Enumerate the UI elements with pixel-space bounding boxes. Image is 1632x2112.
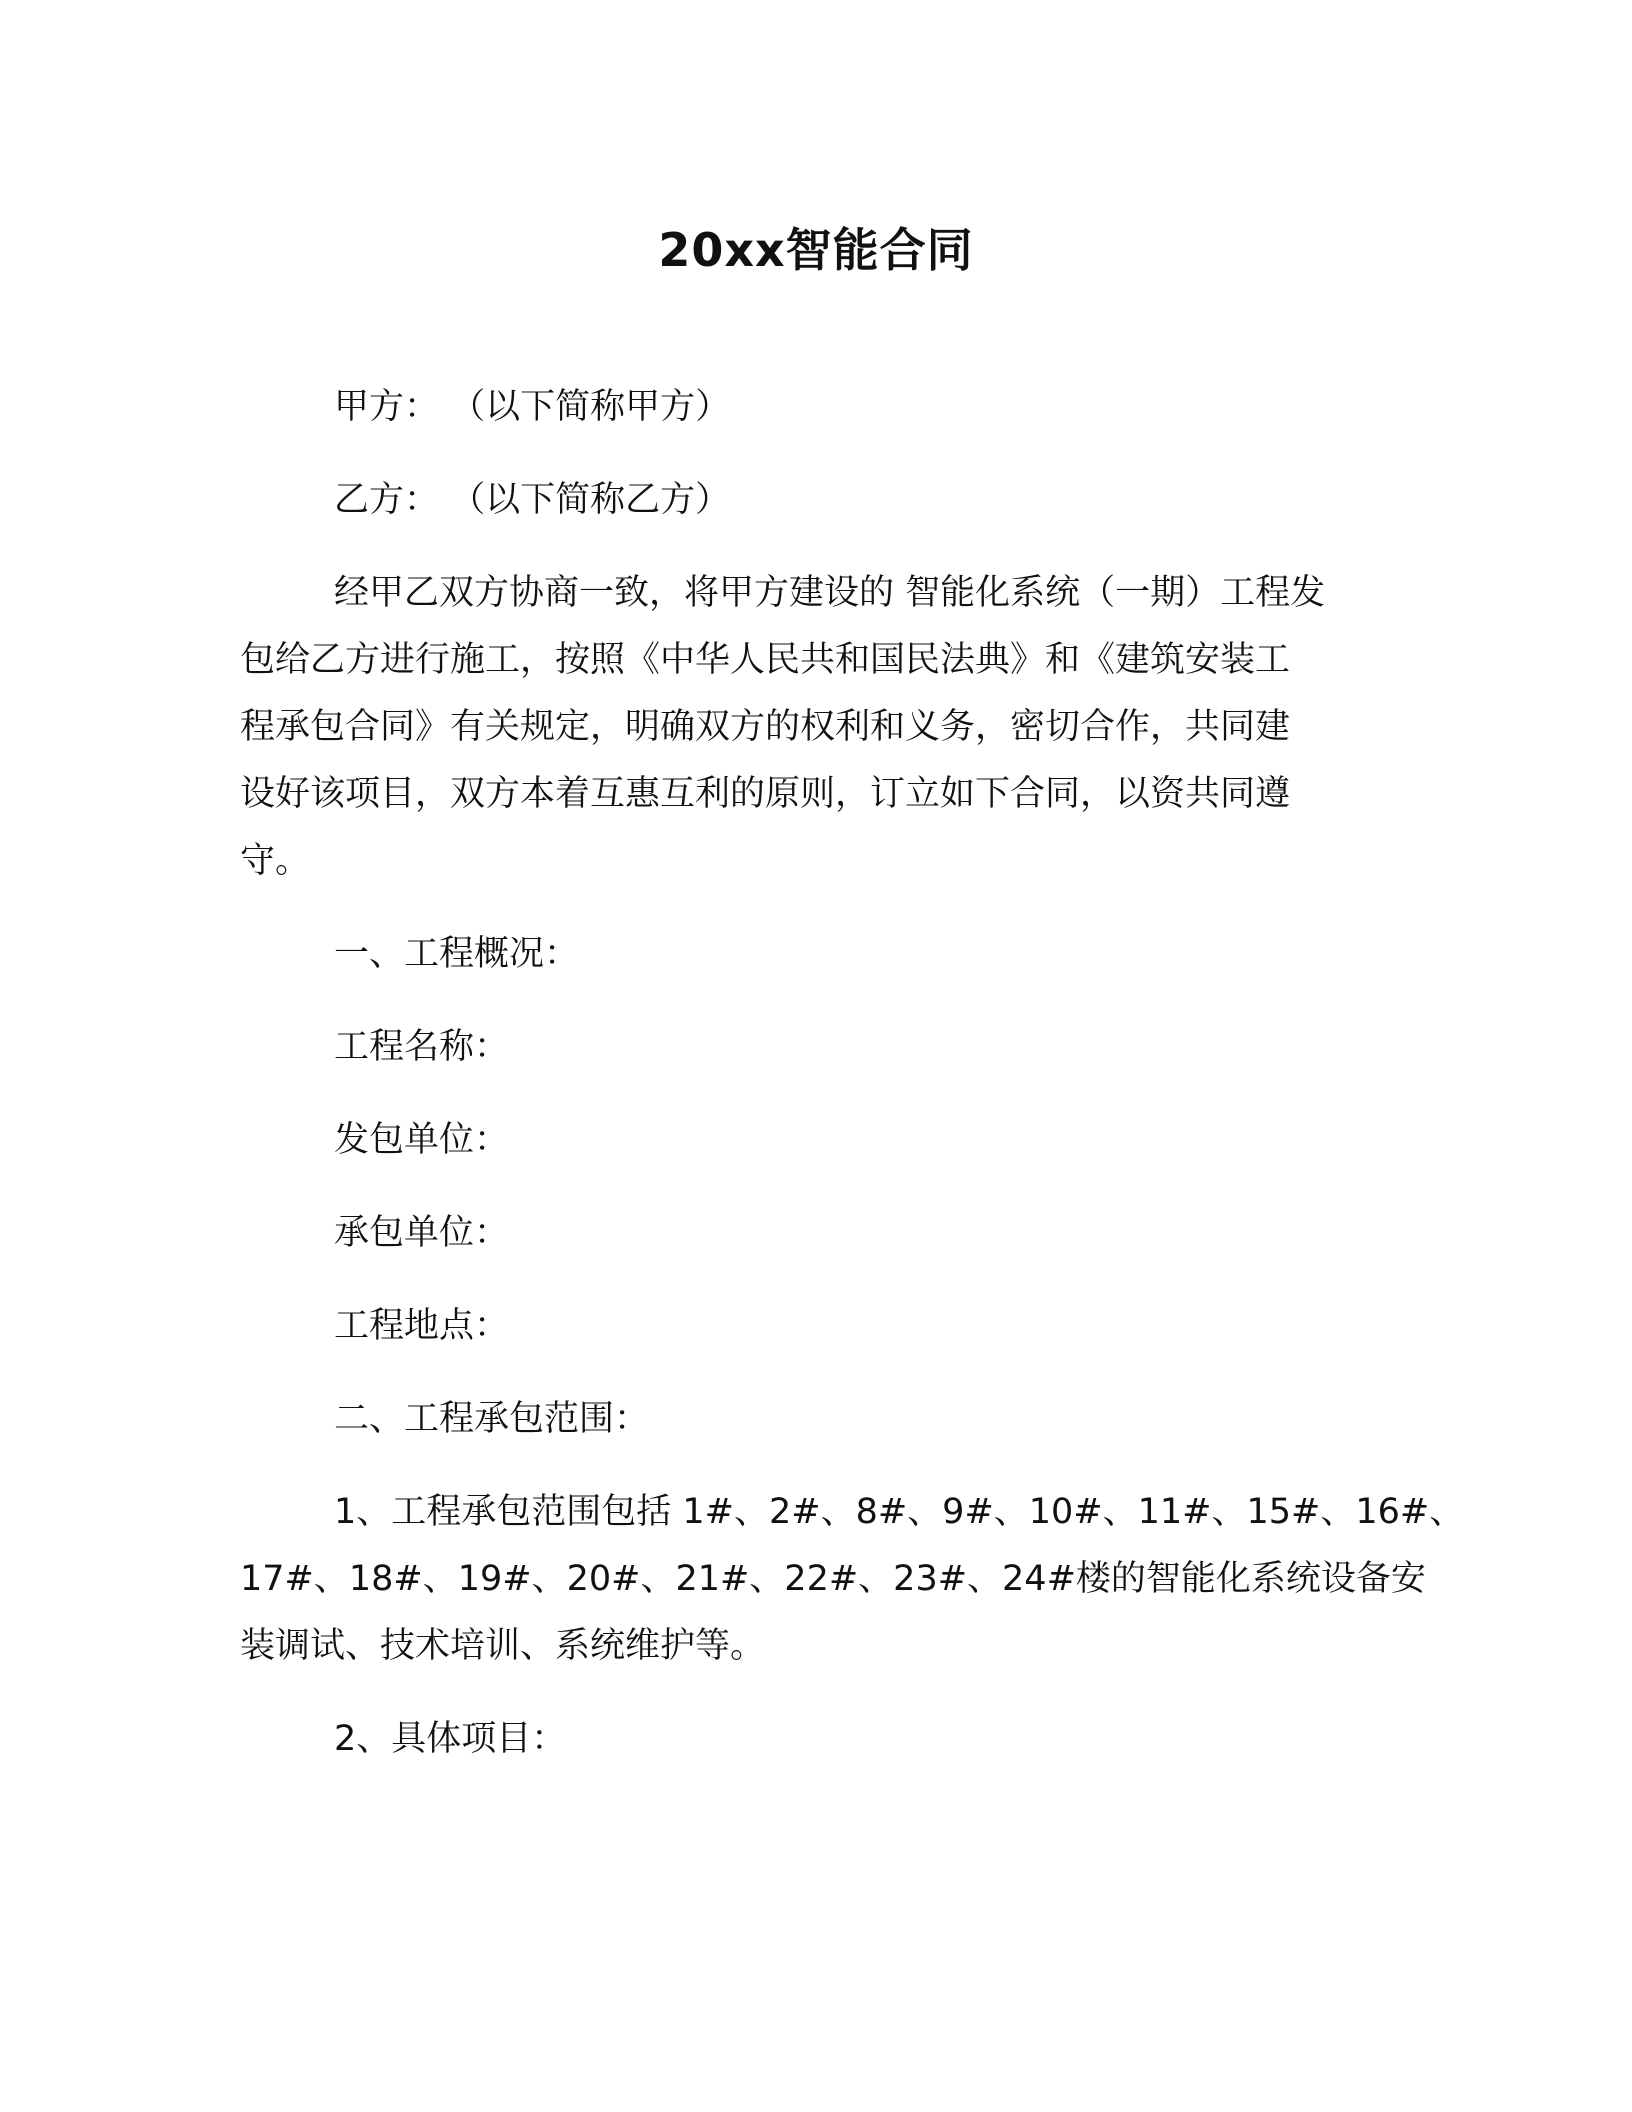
intro-line-1: 经甲乙双方协商一致，将甲方建设的 智能化系统（一期）工程发 (334, 573, 1326, 613)
party-a-line: 甲方： （以下简称甲方） (334, 387, 731, 427)
section2-heading: 二、工程承包范围： (334, 1399, 650, 1439)
scope-item1-line-2: 17#、18#、19#、20#、21#、22#、23#、24#楼的智能化系统设备安 (240, 1559, 1426, 1599)
field-project-name: 工程名称： (334, 1027, 510, 1067)
field-location: 工程地点： (334, 1306, 510, 1346)
intro-line-4: 设好该项目，双方本着互惠互利的原则，订立如下合同，以资共同遵 (240, 774, 1291, 814)
document-title: 20xx智能合同 (658, 223, 974, 277)
party-b-line: 乙方： （以下简称乙方） (334, 480, 731, 520)
intro-line-5: 守。 (240, 841, 311, 881)
field-contractor: 承包单位： (334, 1213, 510, 1253)
scope-item1-line-1: 1、工程承包范围包括 1#、2#、8#、9#、10#、11#、15#、16#、 (334, 1492, 1465, 1532)
intro-line-2: 包给乙方进行施工，按照《中华人民共和国民法典》和《建筑安装工 (240, 640, 1291, 680)
scope-item2: 2、具体项目： (334, 1719, 567, 1759)
field-employer: 发包单位： (334, 1120, 510, 1160)
intro-line-3: 程承包合同》有关规定，明确双方的权利和义务，密切合作，共同建 (240, 707, 1291, 747)
scope-item1-line-3: 装调试、技术培训、系统维护等。 (240, 1626, 766, 1666)
section1-heading: 一、工程概况： (334, 934, 580, 974)
